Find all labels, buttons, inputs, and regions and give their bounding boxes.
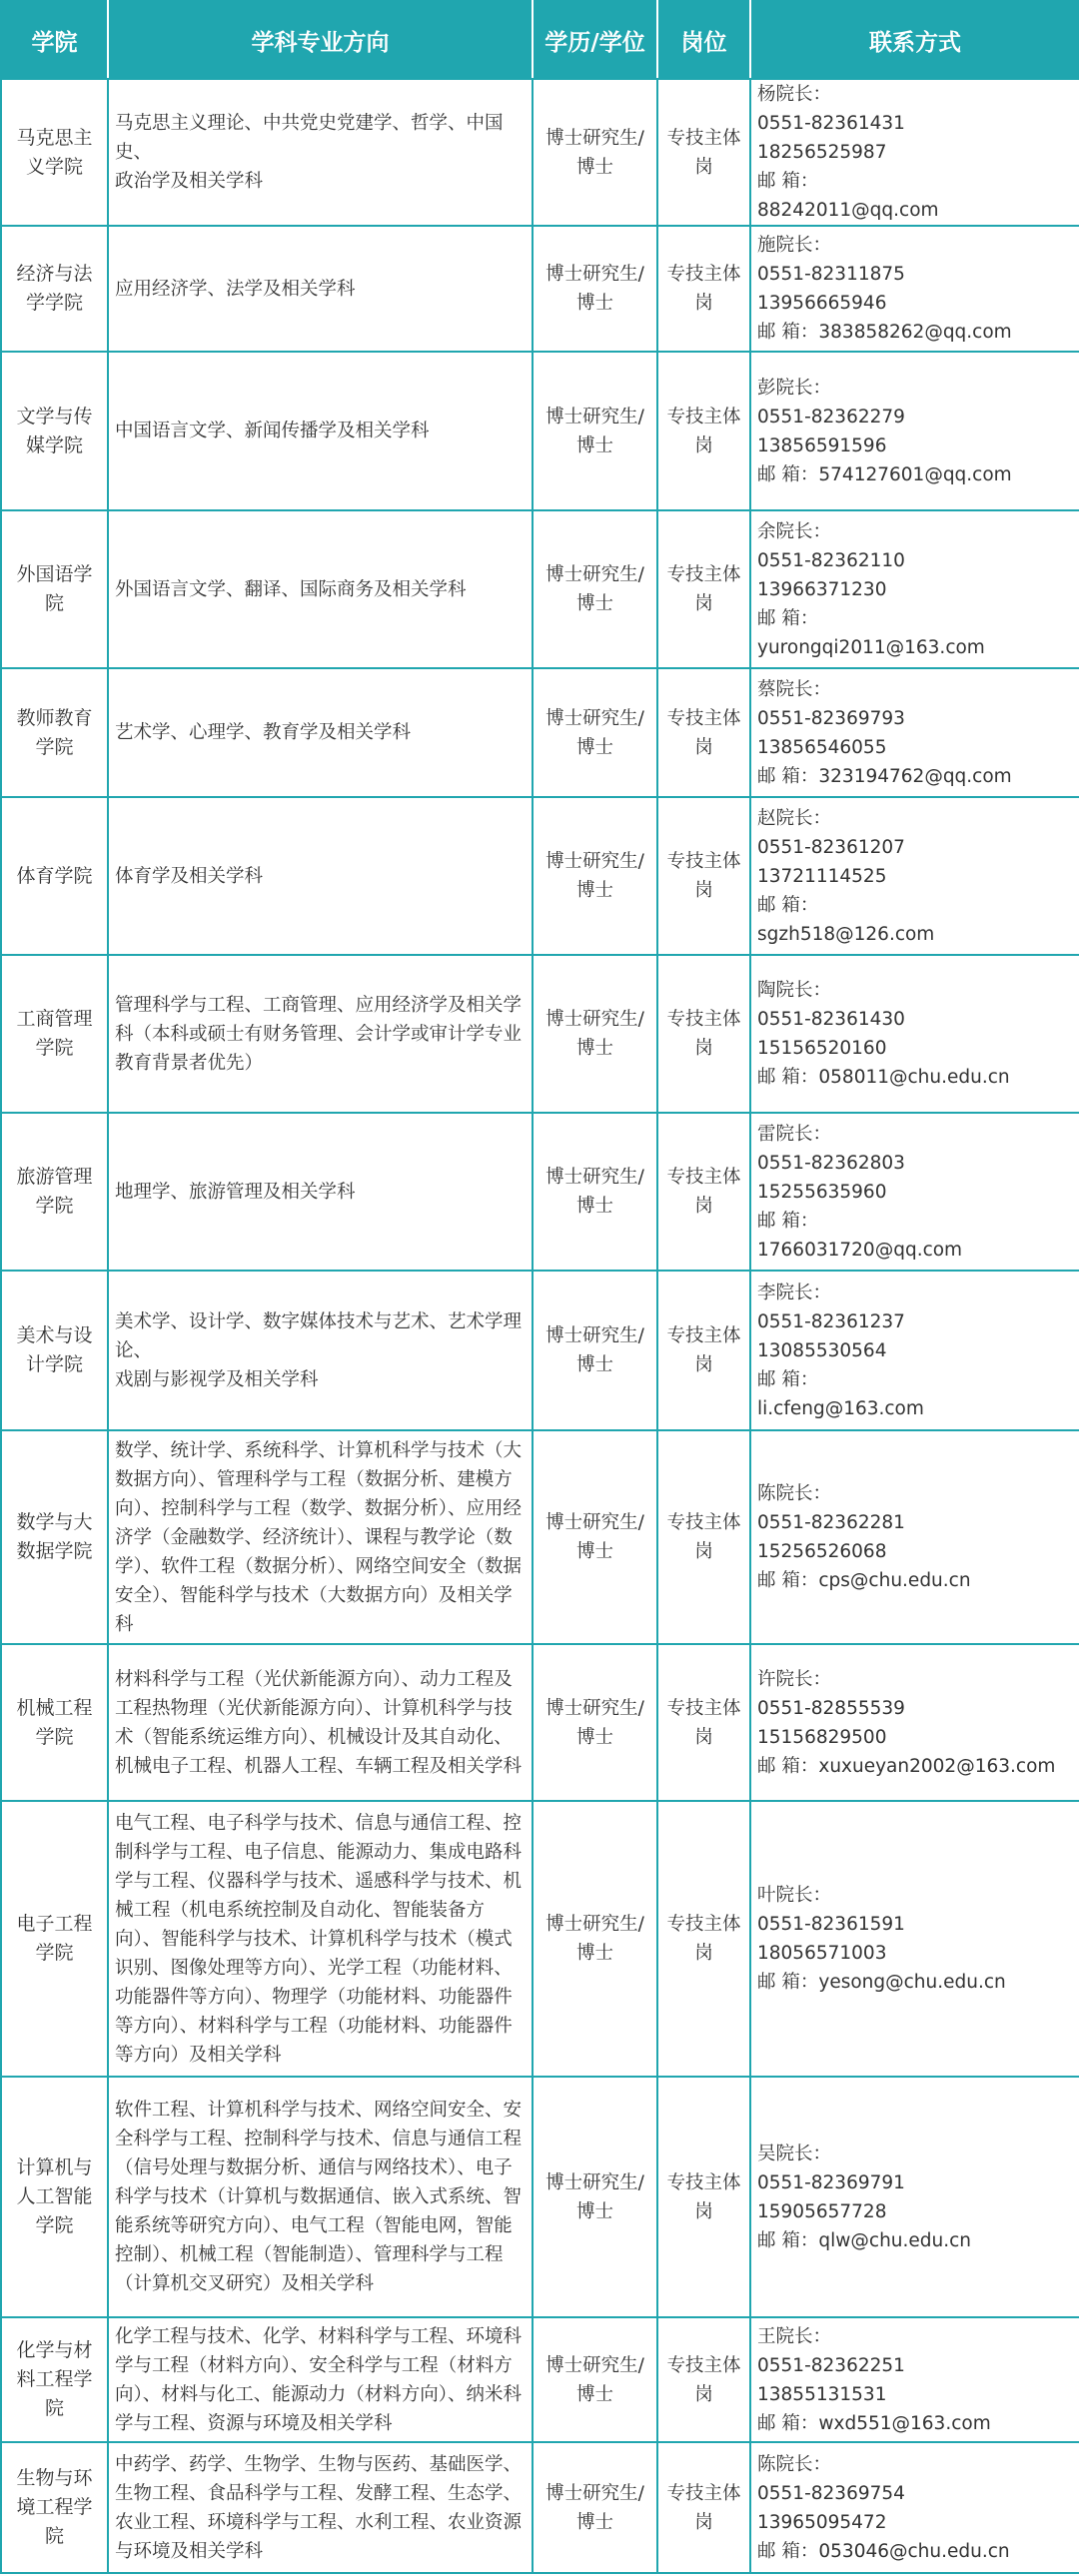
table-row [1, 955, 1079, 1113]
table-row [1, 797, 1079, 955]
contact-line: 1766031720@qq.com [757, 1239, 963, 1261]
subjects-text: 马克思主义理论、中共党史党建学、哲学、中国史、 [115, 113, 504, 163]
subjects-text: 数学、统计学、系统科学、计算机科学与技术（大数据方向）、管理科学与工程（数据分析、建模方向）、控制科学与工程（数学、数据分析）、应用经济学（金融数学、经济统计）、课程与教学论（数学）、软件工程（数据分析）、网络空间安全（数据安全）、智能科学与技术（大数据方向）及相关学科 [115, 1439, 523, 1635]
contact-line: 18056571003 [757, 1943, 887, 1964]
post-cell: 专技主体岗 [657, 668, 750, 797]
subjects-cell [108, 955, 533, 1113]
subjects-cell [108, 1644, 533, 1801]
degree-cell: 博士研究生/博士 [533, 668, 657, 797]
subjects-cell [108, 226, 533, 352]
degree-cell: 博士研究生/博士 [533, 2442, 657, 2573]
contact-line: 18256525987 [757, 142, 887, 163]
contact-line: 邮 箱： [757, 1368, 819, 1390]
table-row [1, 79, 1079, 226]
college-cell: 体育学院 [1, 797, 108, 955]
table-row [1, 1113, 1079, 1271]
contact-line: li.cfeng@163.com [757, 1397, 924, 1419]
table-row [1, 352, 1079, 510]
subjects-text: 艺术学、心理学、教育学及相关学科 [115, 722, 412, 743]
subjects-cell [108, 1430, 533, 1644]
contact-line: 邮 箱：383858262@qq.com [757, 322, 1012, 343]
subjects-text: 体育学及相关学科 [115, 865, 264, 887]
post-cell: 专技主体岗 [657, 1113, 750, 1271]
contact-line: 杨院长： [757, 84, 832, 105]
contact-line: 蔡院长： [757, 678, 832, 700]
degree-cell: 博士研究生/博士 [533, 2317, 657, 2442]
contact-cell [750, 2442, 1079, 2573]
college-cell: 化学与材料工程学院 [1, 2317, 108, 2442]
contact-line: 陶院长： [757, 980, 832, 1001]
contact-line: 88242011@qq.com [757, 200, 939, 221]
contact-cell [750, 1430, 1079, 1644]
contact-line: 15156829500 [757, 1726, 887, 1748]
subjects-cell [108, 352, 533, 510]
degree-cell: 博士研究生/博士 [533, 1430, 657, 1644]
table-row [1, 2317, 1079, 2442]
post-cell: 专技主体岗 [657, 352, 750, 510]
post-cell: 专技主体岗 [657, 226, 750, 352]
post-cell: 专技主体岗 [657, 1271, 750, 1430]
subjects-text: 美术学、设计学、数字媒体技术与艺术、艺术学理论、 [115, 1310, 523, 1361]
contact-cell [750, 1801, 1079, 2077]
college-cell: 旅游管理学院 [1, 1113, 108, 1271]
degree-cell: 博士研究生/博士 [533, 2077, 657, 2317]
contact-line: 0551-82361237 [757, 1310, 905, 1332]
contact-line: 0551-82362279 [757, 406, 905, 428]
contact-line: yurongqi2011@163.com [757, 636, 985, 658]
post-cell: 专技主体岗 [657, 2077, 750, 2317]
college-cell: 生物与环境工程学院 [1, 2442, 108, 2573]
contact-cell [750, 955, 1079, 1113]
degree-cell: 博士研究生/博士 [533, 1644, 657, 1801]
contact-cell [750, 352, 1079, 510]
subjects-text: 应用经济学、法学及相关学科 [115, 278, 356, 300]
contact-cell [750, 1644, 1079, 1801]
contact-line: 0551-82362110 [757, 549, 905, 571]
contact-line: 0551-82362251 [757, 2354, 905, 2376]
subjects-text: 软件工程、计算机科学与技术、网络空间安全、安全科学与工程、控制科学与技术、信息与通信工程（信号处理与数据分析、通信与网络技术）、电子科学与技术（计算机与数据通信、嵌入式系统、智能系统等研究方向）、电气工程（智能电网，智能控制）、机械工程（智能制造）、管理科学与工程（计算机交叉研究）及相关学科 [115, 2100, 523, 2294]
college-cell: 外国语学院 [1, 510, 108, 668]
subjects-text: 管理科学与工程、工商管理、应用经济学及相关学科（本科或硕士有财务管理、会计学或审计学专业教育背景者优先） [115, 994, 523, 1074]
contact-line: 叶院长： [757, 1885, 832, 1906]
post-cell: 专技主体岗 [657, 1430, 750, 1644]
degree-cell: 博士研究生/博士 [533, 1113, 657, 1271]
contact-line: 邮 箱： [757, 1210, 819, 1232]
header-post: 岗位 [657, 1, 750, 79]
contact-line: 0551-82361431 [757, 113, 905, 134]
contact-line: 李院长： [757, 1282, 832, 1303]
subjects-cell [108, 2077, 533, 2317]
table-row [1, 510, 1079, 668]
contact-line: 邮 箱：323194762@qq.com [757, 765, 1012, 787]
contact-line: 0551-82361207 [757, 836, 905, 858]
subjects-cell [108, 2317, 533, 2442]
post-cell: 专技主体岗 [657, 1801, 750, 2077]
contact-line: 0551-82361430 [757, 1009, 905, 1030]
subjects-cell [108, 797, 533, 955]
degree-cell: 博士研究生/博士 [533, 79, 657, 226]
contact-line: 邮 箱：wxd551@163.com [757, 2412, 991, 2434]
contact-line: 邮 箱：cps@chu.edu.cn [757, 1570, 971, 1591]
contact-line: 0551-82361591 [757, 1914, 905, 1935]
subjects-text: 中国语言文学、新闻传播学及相关学科 [115, 421, 430, 441]
contact-line: 彭院长： [757, 377, 832, 399]
contact-cell [750, 1113, 1079, 1271]
college-cell: 机械工程学院 [1, 1644, 108, 1801]
header-row [1, 1, 1079, 79]
contact-cell [750, 797, 1079, 955]
table-row [1, 668, 1079, 797]
contact-line: 邮 箱：058011@chu.edu.cn [757, 1067, 1010, 1088]
contact-line: 13721114525 [757, 865, 887, 887]
subjects-text: 戏剧与影视学及相关学科 [115, 1368, 319, 1390]
contact-line: 王院长： [757, 2325, 832, 2347]
contact-line: 0551-82369793 [757, 707, 905, 729]
table-row [1, 1271, 1079, 1430]
post-cell: 专技主体岗 [657, 510, 750, 668]
contact-line: 13956665946 [757, 293, 887, 314]
subjects-text: 地理学、旅游管理及相关学科 [115, 1181, 356, 1203]
college-cell: 电子工程学院 [1, 1801, 108, 2077]
contact-line: 15256526068 [757, 1541, 887, 1562]
subjects-cell [108, 1801, 533, 2077]
post-cell: 专技主体岗 [657, 2317, 750, 2442]
contact-line: 陈院长： [757, 2453, 832, 2475]
table-row [1, 1430, 1079, 1644]
contact-line: 15255635960 [757, 1181, 887, 1203]
contact-line: 邮 箱：xuxueyan2002@163.com [757, 1755, 1056, 1777]
subjects-cell [108, 668, 533, 797]
college-cell: 马克思主义学院 [1, 79, 108, 226]
contact-line: 13966371230 [757, 578, 887, 600]
college-cell: 经济与法学学院 [1, 226, 108, 352]
degree-cell: 博士研究生/博士 [533, 797, 657, 955]
contact-line: 13085530564 [757, 1339, 887, 1361]
subjects-cell [108, 510, 533, 668]
contact-line: 13856591596 [757, 434, 887, 456]
contact-line: 13856546055 [757, 736, 887, 758]
subjects-text: 化学工程与技术、化学、材料科学与工程、环境科学与工程（材料方向）、安全科学与工程（材料方向）、材料与化工、能源动力（材料方向）、纳米科学与工程、资源与环境及相关学科 [115, 2325, 523, 2434]
college-cell: 教师教育学院 [1, 668, 108, 797]
contact-line: 施院长： [757, 235, 832, 256]
contact-line: 陈院长： [757, 1483, 832, 1504]
contact-line: 15156520160 [757, 1038, 887, 1059]
header-degree: 学历/学位 [533, 1, 657, 79]
degree-cell: 博士研究生/博士 [533, 955, 657, 1113]
contact-cell [750, 2077, 1079, 2317]
degree-cell: 博士研究生/博士 [533, 352, 657, 510]
subjects-text: 中药学、药学、生物学、生物与医药、基础医学、生物工程、食品科学与工程、发酵工程、生态学、农业工程、环境科学与工程、水利工程、农业资源与环境及相关学科 [115, 2453, 523, 2562]
contact-line: 赵院长： [757, 807, 832, 829]
subjects-text: 材料科学与工程（光伏新能源方向）、动力工程及工程热物理（光伏新能源方向）、计算机科学与技术（智能系统运维方向）、机械设计及其自动化、机械电子工程、机器人工程、车辆工程及相关学科 [115, 1668, 523, 1777]
subjects-cell [108, 2442, 533, 2573]
degree-cell: 博士研究生/博士 [533, 1271, 657, 1430]
contact-cell [750, 2317, 1079, 2442]
post-cell: 专技主体岗 [657, 797, 750, 955]
table-row [1, 2442, 1079, 2573]
post-cell: 专技主体岗 [657, 2442, 750, 2573]
contact-line: 雷院长： [757, 1123, 832, 1145]
table-row [1, 226, 1079, 352]
contact-line: 邮 箱： [757, 607, 819, 629]
contact-cell [750, 510, 1079, 668]
post-cell: 专技主体岗 [657, 1644, 750, 1801]
college-cell: 美术与设计学院 [1, 1271, 108, 1430]
degree-cell: 博士研究生/博士 [533, 1801, 657, 2077]
contact-line: 0551-82369754 [757, 2482, 905, 2504]
contact-line: sgzh518@126.com [757, 923, 935, 945]
college-cell: 数学与大数据学院 [1, 1430, 108, 1644]
subjects-cell [108, 79, 533, 226]
post-cell: 专技主体岗 [657, 79, 750, 226]
college-cell: 计算机与人工智能学院 [1, 2077, 108, 2317]
subjects-cell [108, 1113, 533, 1271]
contact-line: 许院长： [757, 1668, 832, 1690]
contact-cell [750, 1271, 1079, 1430]
contact-line: 邮 箱：053046@chu.edu.cn [757, 2540, 1010, 2562]
contact-line: 0551-82855539 [757, 1697, 905, 1719]
college-cell: 文学与传媒学院 [1, 352, 108, 510]
contact-line: 0551-82362803 [757, 1152, 905, 1174]
contact-cell [750, 79, 1079, 226]
contact-cell [750, 668, 1079, 797]
subjects-text: 外国语言文学、翻译、国际商务及相关学科 [115, 578, 467, 600]
contact-line: 吴院长： [757, 2143, 832, 2164]
college-cell: 工商管理学院 [1, 955, 108, 1113]
header-college: 学院 [1, 1, 108, 79]
post-cell: 专技主体岗 [657, 955, 750, 1113]
contact-line: 余院长： [757, 520, 832, 542]
degree-cell: 博士研究生/博士 [533, 510, 657, 668]
table-row [1, 2077, 1079, 2317]
contact-cell [750, 226, 1079, 352]
contact-line: 13965095472 [757, 2511, 887, 2533]
subjects-text: 政治学及相关学科 [115, 171, 264, 192]
table-row [1, 1801, 1079, 2077]
contact-line: 0551-82311875 [757, 264, 905, 285]
contact-line: 邮 箱：qlw@chu.edu.cn [757, 2229, 972, 2251]
subjects-cell [108, 1271, 533, 1430]
header-subjects: 学科专业方向 [108, 1, 533, 79]
table-row [1, 1644, 1079, 1801]
contact-line: 15905657728 [757, 2200, 887, 2222]
header-contact: 联系方式 [750, 1, 1079, 79]
contact-line: 0551-82369791 [757, 2171, 905, 2193]
contact-line: 邮 箱：574127601@qq.com [757, 463, 1012, 485]
contact-line: 0551-82362281 [757, 1512, 905, 1533]
degree-cell: 博士研究生/博士 [533, 226, 657, 352]
contact-line: 邮 箱：yesong@chu.edu.cn [757, 1972, 1006, 1993]
subjects-text: 电气工程、电子科学与技术、信息与通信工程、控制科学与工程、电子信息、能源动力、集成电路科学与工程、仪器科学与技术、遥感科学与技术、机械工程（机电系统控制及自动化、智能装备方向）、智能科学与技术、计算机科学与技术（模式识别、图像处理等方向）、光学工程（功能材料、功能器件等方向）、物理学（功能材料、功能器件等方向）、材料科学与工程（功能材料、功能器件等方向）及相关学科 [115, 1812, 523, 2066]
contact-line: 邮 箱： [757, 894, 819, 916]
contact-line: 邮 箱： [757, 171, 819, 192]
contact-line: 13855131531 [757, 2383, 887, 2405]
